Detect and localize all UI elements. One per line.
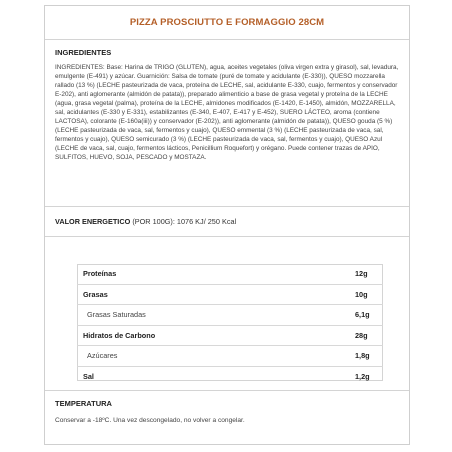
nutrition-table <box>77 264 383 386</box>
storage-text: Conservar a -18ºC. Una vez descongelado, no volver a congelar. <box>55 417 245 424</box>
nutrient-value: 1,8g <box>353 346 383 367</box>
table-row <box>77 325 383 346</box>
nutrient-value: 6,1g <box>353 305 383 326</box>
ingredients-text: INGREDIENTES: Base: Harina de TRIGO (GLUTEN), agua, aceites vegetales (oliva virgen extra y girasol), sal, levadura, emulgente (E-491) y azúcar. Guarnición: Salsa de tomate (puré de tomate y acidulante (E-330)), QUESO mozzarella rallado (13 %) (LECHE pasteurizada de vaca, proteína de LECHE, sal, acidulante E-330, cuajo, fermentos y conservador E-202), anti aglomerante (almidón de patata)), preparado alimenticio a base de grasa vegetal y proteína de la LECHE (agua, grasa vegetal (palma), proteína de la LECHE, almidones modificados (E-1420, E-1450), almidón, MOZZARELLA, sal, acidulantes (E-330 y E-331), estabilizantes (E-340, E-407, E-417 y E-452), SUERO LÁCTEO, aroma (contiene LACTOSA), colorante (E-160a(iii)) y conservador (E-202)), anti aglomerante (almidón de patata)), QUESO gouda (5 %)(LECHE pasteurizada de vaca, sal, fermentos y cuajo), QUESO emmental (3 %) (LECHE pasteurizada de vaca, sal, fermentos y cuajo), QUESO semicurado (3 %) (LECHE pasteurizada de vaca, sal, fermentos y cuajo), QUESO Azul (LECHE de vaca, sal, cuajo, fermentos lácticos, Penicillium Roquefort) y orégano. Puede contener trazas de APIO, SULFITOS, HUEVO, SOJA, PESCADO y MOSTAZA. <box>55 64 399 162</box>
divider <box>45 39 409 40</box>
storage-heading: TEMPERATURA <box>55 399 112 408</box>
divider <box>45 206 409 207</box>
table-row <box>77 346 383 367</box>
nutrient-value: 28g <box>353 325 383 346</box>
product-title: PIZZA PROSCIUTTO E FORMAGGIO 28CM <box>129 17 325 28</box>
nutrient-value: 12g <box>353 264 383 284</box>
product-info-card <box>44 5 410 445</box>
nutrient-label: Sal <box>83 371 94 381</box>
energy-label: VALOR ENERGETICO <box>55 217 131 226</box>
nutrient-value: 1,2g <box>355 371 370 381</box>
divider <box>45 390 409 391</box>
table-row <box>77 264 383 284</box>
table-row <box>77 284 383 305</box>
energy-value <box>55 217 236 226</box>
energy-amount: (POR 100G): 1076 KJ/ 250 Kcal <box>132 217 237 226</box>
table-row <box>77 366 383 386</box>
nutrient-label: Azúcares <box>77 346 353 367</box>
nutrient-label: Hidratos de Carbono <box>77 325 353 346</box>
table-row <box>77 305 383 326</box>
nutrient-label: Grasas Saturadas <box>77 305 353 326</box>
nutrient-label: Proteínas <box>77 264 353 284</box>
divider <box>45 236 409 237</box>
nutrient-value: 10g <box>353 284 383 305</box>
ingredients-heading: INGREDIENTES <box>55 48 112 57</box>
nutrient-label: Grasas <box>77 284 353 305</box>
